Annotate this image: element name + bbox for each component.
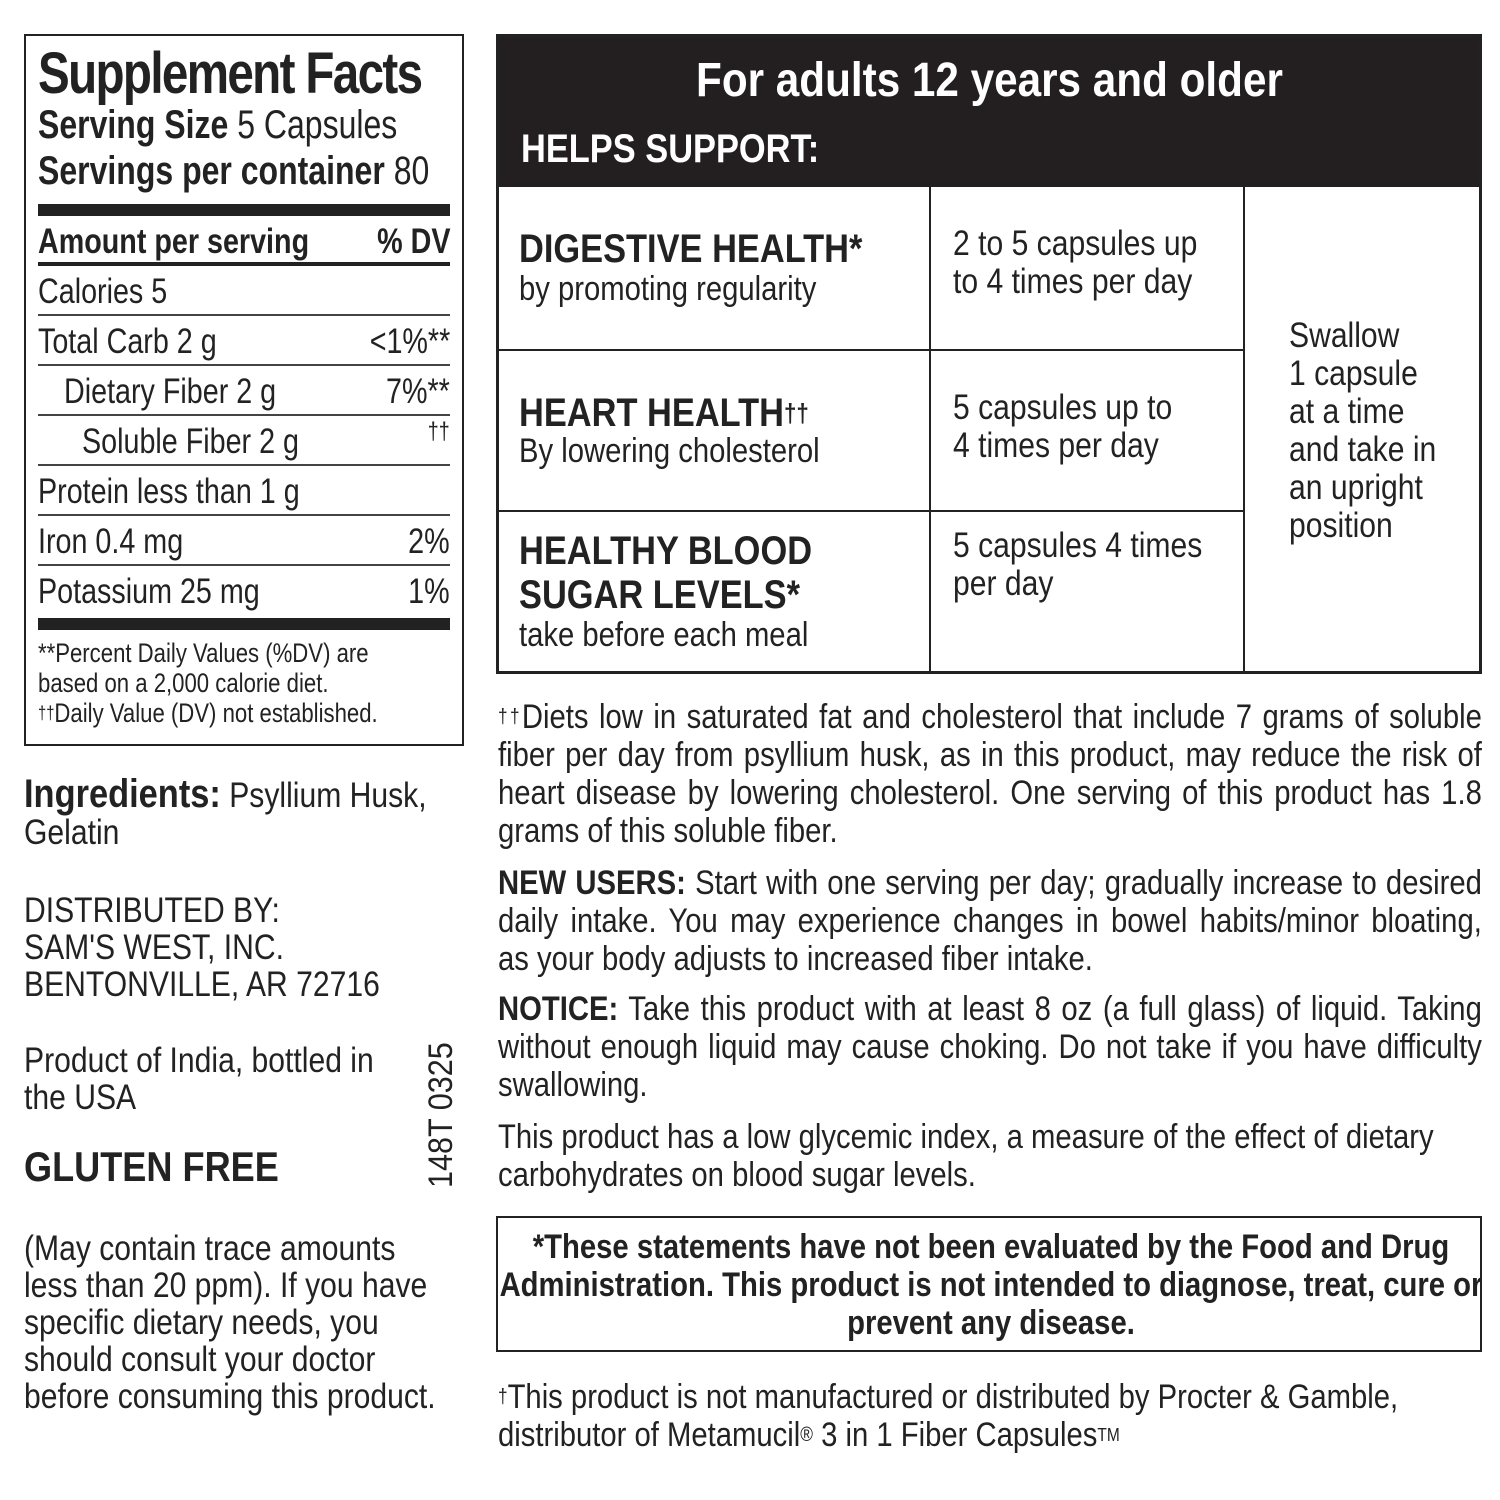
servings-per-container: Servings per container 80 (38, 149, 430, 193)
nutrient-row (38, 266, 450, 316)
nutrient-row (38, 416, 450, 466)
gluten-free (24, 1143, 279, 1190)
nutrient-name: Potassium 25 mg (38, 572, 260, 611)
notice-paragraph: NOTICE: Take this product with at least 8 oz (a full glass) of liquid. Taking without enough liquid may cause choking. Do not take if you have difficulty swallowing. (498, 990, 1482, 1104)
benefit-subtitle: By lowering cholesterol (519, 432, 820, 470)
amount-label: Amount per serving (38, 222, 310, 261)
distributor-line: BENTONVILLE, AR 72716 (24, 965, 380, 1004)
benefit-title: HEALTHY BLOOD SUGAR LEVELS* (519, 529, 813, 617)
facts-footnote (38, 638, 473, 728)
table-heading: For adults 12 years and older (695, 54, 1283, 107)
fda-disclaimer: *These statements have not been evaluated by the Food and Drug Administration. This product is not intended to diagnose, treat, cure or prevent any disease. (496, 1216, 1482, 1352)
thick-divider (38, 618, 450, 630)
benefit-subtitle: by promoting regularity (519, 270, 817, 308)
origin (24, 1042, 374, 1116)
dv-label: % DV (376, 222, 450, 261)
ingredients-label: Ingredients: (24, 772, 221, 816)
supplement-facts-panel (24, 34, 464, 746)
lot-code: 148T 0325 (422, 1042, 460, 1188)
footnote-line: based on a 2,000 calorie diet. (38, 668, 329, 698)
glycemic-paragraph: This product has a low glycemic index, a measure of the effect of dietary carbohydrates on blood sugar levels. (498, 1118, 1434, 1194)
thick-divider (38, 204, 450, 216)
heart-claim-paragraph: ††Diets low in saturated fat and cholesterol that include 7 grams of soluble fiber per day from psyllium husk, as in this product, may reduce the risk of heart disease by lowering cholesterol. One serving of this product has 1.8 grams of this soluble fiber. (498, 698, 1482, 850)
nutrient-name: Soluble Fiber 2 g (82, 422, 299, 461)
benefit-title: DIGESTIVE HEALTH* (519, 227, 863, 271)
usage-table (496, 34, 1482, 674)
column-divider (929, 187, 931, 674)
footnote-line: **Percent Daily Values (%DV) are (38, 638, 369, 668)
serving-size: Serving Size 5 Capsules (38, 103, 398, 147)
nutrient-dv: 1% (408, 572, 450, 611)
nutrient-dv: 2% (408, 522, 450, 561)
row-divider (499, 349, 1245, 351)
row-divider (499, 510, 1245, 512)
nutrient-row (38, 466, 450, 516)
trace-line: before consuming this product. (24, 1377, 436, 1416)
nutrient-name: Total Carb 2 g (38, 322, 217, 361)
nutrient-dv: 7%** (386, 372, 450, 411)
distributor-line: DISTRIBUTED BY: (24, 891, 280, 930)
nutrient-row (38, 566, 450, 618)
benefit-title: HEART HEALTH†† (519, 391, 809, 435)
trace-notice (24, 1230, 436, 1415)
distributor-line: SAM'S WEST, INC. (24, 928, 284, 967)
nutrient-row (38, 516, 450, 566)
nutrient-name: Calories 5 (38, 272, 168, 311)
nutrient-name: Protein less than 1 g (38, 472, 300, 511)
trace-line: less than 20 ppm). If you have (24, 1266, 428, 1305)
ingredients-text: Psyllium Husk, (229, 776, 427, 815)
benefit-subtitle: take before each meal (519, 616, 809, 654)
table-header (499, 37, 1479, 187)
facts-title: Supplement Facts (38, 41, 422, 106)
new-users-paragraph: NEW USERS: Start with one serving per day; gradually increase to desired daily intake. You may experience changes in bowel habits/minor bloating, as your body adjusts to increased fiber intake. (498, 864, 1482, 978)
nutrient-dv: <1%** (369, 322, 450, 361)
nutrient-row (38, 316, 450, 366)
trace-line: should consult your doctor (24, 1340, 376, 1379)
swallow-instructions: Swallow 1 capsule at a time and take in an upright position (1289, 316, 1437, 545)
gluten-free-label: GLUTEN FREE (24, 1143, 279, 1190)
trace-line: specific dietary needs, you (24, 1303, 379, 1342)
nutrient-name: Dietary Fiber 2 g (64, 372, 277, 411)
footnote-line: ††Daily Value (DV) not established. (38, 698, 378, 728)
dose-text: 2 to 5 capsules up to 4 times per day (953, 224, 1198, 301)
ingredients (24, 772, 427, 852)
helps-support-label: HELPS SUPPORT: (521, 127, 820, 171)
column-divider (1243, 187, 1245, 674)
distributor (24, 892, 380, 1003)
trademark-notice: †This product is not manufactured or distributed by Procter & Gamble, distributor of Metamucil® 3 in 1 Fiber Capsules™ (498, 1378, 1399, 1454)
dose-text: 5 capsules 4 times per day (953, 526, 1203, 603)
nutrient-dv: †† (428, 418, 450, 445)
dose-text: 5 capsules up to 4 times per day (953, 388, 1173, 465)
nutrient-row (38, 366, 450, 416)
origin-line: the USA (24, 1078, 137, 1117)
origin-line: Product of India, bottled in (24, 1041, 374, 1080)
trace-line: (May contain trace amounts (24, 1229, 396, 1268)
ingredients-text: Gelatin (24, 813, 120, 852)
nutrient-name: Iron 0.4 mg (38, 522, 184, 561)
amount-header-row (38, 216, 450, 266)
